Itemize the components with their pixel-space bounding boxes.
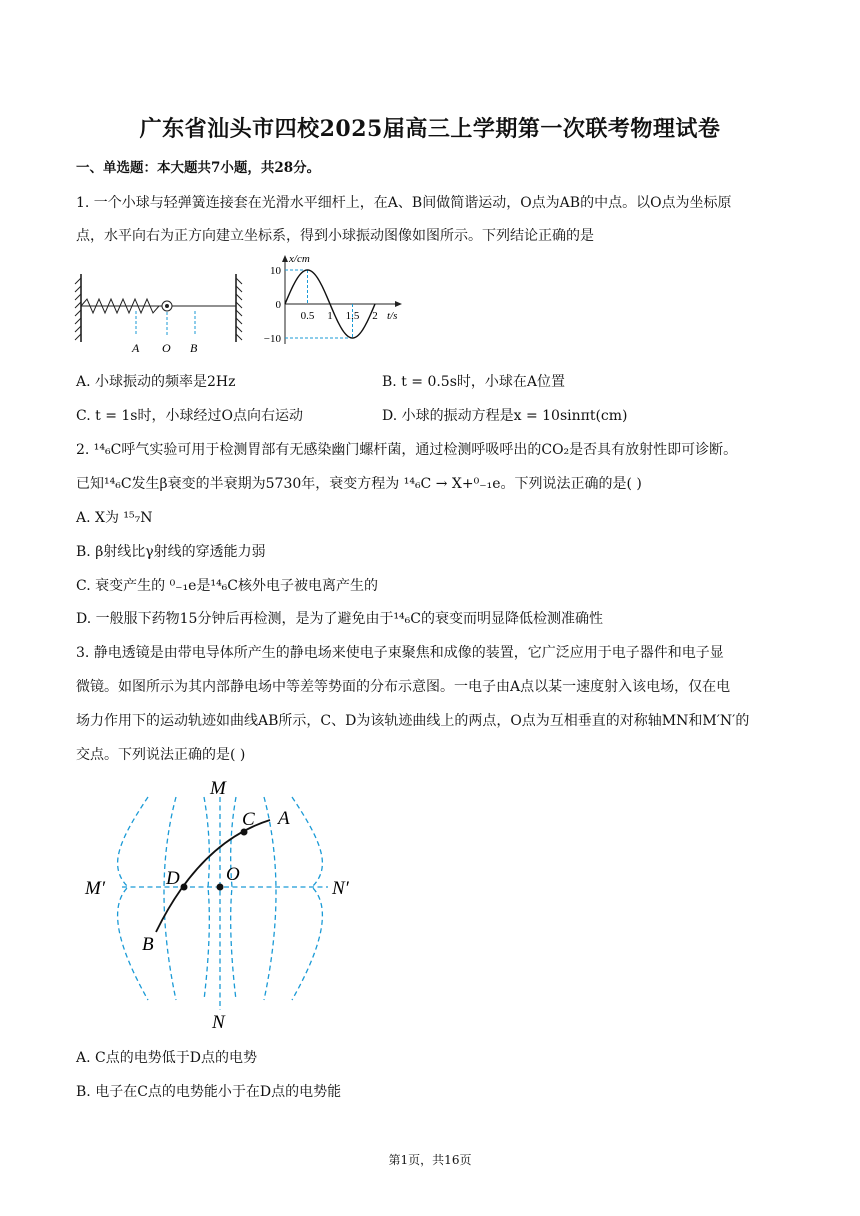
x-tick-label: 1 — [327, 310, 333, 322]
q3-option-a[interactable]: A. C点的电势低于D点的电势 — [76, 1050, 257, 1066]
point-O — [217, 884, 224, 891]
label-A: A — [132, 341, 140, 355]
label-O: O — [162, 341, 171, 355]
q1-option-a[interactable]: A. 小球振动的频率是2Hz — [76, 374, 236, 390]
q1-option-b[interactable]: B. t = 0.5s时，小球在A位置 — [382, 374, 566, 390]
equipotential-center-right — [231, 797, 236, 1000]
equipotential-center-left — [204, 797, 209, 1000]
page-footer: 第1页，共16页 — [388, 1153, 472, 1167]
equipotential-right-inner — [264, 797, 276, 1000]
q2-stem-line1: 2. ¹⁴₆C呼气实验可用于检测胃部有无感染幽门螺杆菌，通过检测呼吸呼出的CO₂是否具有放射性即可诊断。 — [76, 442, 738, 458]
y-tick-label: 10 — [270, 265, 281, 277]
equipotential-right-outer — [292, 797, 322, 1000]
q2-option-a[interactable]: A. X为 ¹⁵₇N — [76, 510, 153, 526]
y-tick-label: 0 — [275, 299, 281, 311]
q3-stem-line2: 微镜。如图所示为其内部静电场中等差等势面的分布示意图。一电子由A点以某一速度射入该电场，仅在电 — [76, 679, 731, 695]
q1-option-d[interactable]: D. 小球的振动方程是x = 10sinπt(cm) — [382, 408, 628, 424]
label-B: B — [190, 341, 198, 355]
q3-stem-line3: 场力作用下的运动轨迹如曲线AB所示，C、D为该轨迹曲线上的两点，O点为互相垂直的对称轴MN和M′N′的 — [76, 713, 750, 729]
q1-stem-line1: 1. 一个小球与轻弹簧连接套在光滑水平细杆上，在A、B间做简谐运动，O点为AB的中点。以O点为坐标原 — [76, 195, 732, 211]
y-axis-label: x/cm — [289, 254, 310, 265]
y-axis-arrow — [282, 255, 288, 262]
x-tick-label: 1.5 — [345, 310, 360, 322]
q2-option-c[interactable]: C. 衰变产生的 ⁰₋₁e是¹⁴₆C核外电子被电离产生的 — [76, 578, 379, 594]
label-M: M — [210, 778, 226, 799]
q3-stem-line1: 3. 静电透镜是由带电导体所产生的静电场来使电子束聚焦和成像的装置，它广泛应用于电子器件和电子显 — [76, 645, 724, 661]
q1-option-c[interactable]: C. t = 1s时，小球经过O点向右运动 — [76, 408, 303, 424]
electrostatic-lens-figure — [80, 772, 370, 1037]
section-heading: 一、单选题：本大题共7小题，共28分。 — [76, 160, 321, 176]
x-tick-label: 0.5 — [300, 310, 315, 322]
point-D — [181, 884, 188, 891]
q2-option-d[interactable]: D. 一般服下药物15分钟后再检测，是为了避免由于¹⁴₆C的衰变而明显降低检测准确性 — [76, 611, 603, 627]
label-Mprime: M′ — [85, 878, 105, 899]
label-D: D — [166, 868, 180, 889]
label-O: O — [226, 864, 240, 885]
label-C: C — [242, 809, 255, 830]
x-axis-label: t/s — [387, 310, 398, 322]
vibration-graph — [260, 254, 410, 364]
q1-stem-line2: 点，水平向右为正方向建立坐标系，得到小球振动图像如图所示。下列结论正确的是 — [76, 228, 594, 244]
y-tick-label: −10 — [263, 333, 281, 345]
x-tick-label: 2 — [372, 310, 378, 322]
q2-stem-line2: 已知¹⁴₆C发生β衰变的半衰期为5730年，衰变方程为 ¹⁴₆C → X+⁰₋₁e。下列说法正确的是( ) — [76, 476, 642, 492]
q3-option-b[interactable]: B. 电子在C点的电势能小于在D点的电势能 — [76, 1084, 342, 1100]
label-B: B — [142, 934, 154, 955]
label-N: N — [212, 1012, 225, 1033]
label-Nprime: N′ — [332, 878, 349, 899]
q2-option-b[interactable]: B. β射线比γ射线的穿透能力弱 — [76, 544, 266, 560]
equipotential-left-outer — [118, 797, 148, 1000]
x-axis-arrow — [395, 301, 402, 307]
q3-stem-line4: 交点。下列说法正确的是( ) — [76, 747, 246, 763]
label-A: A — [278, 808, 290, 829]
spring-oscillator-figure — [70, 262, 250, 360]
exam-title: 广东省汕头市四校2025届高三上学期第一次联考物理试卷 — [139, 116, 721, 142]
